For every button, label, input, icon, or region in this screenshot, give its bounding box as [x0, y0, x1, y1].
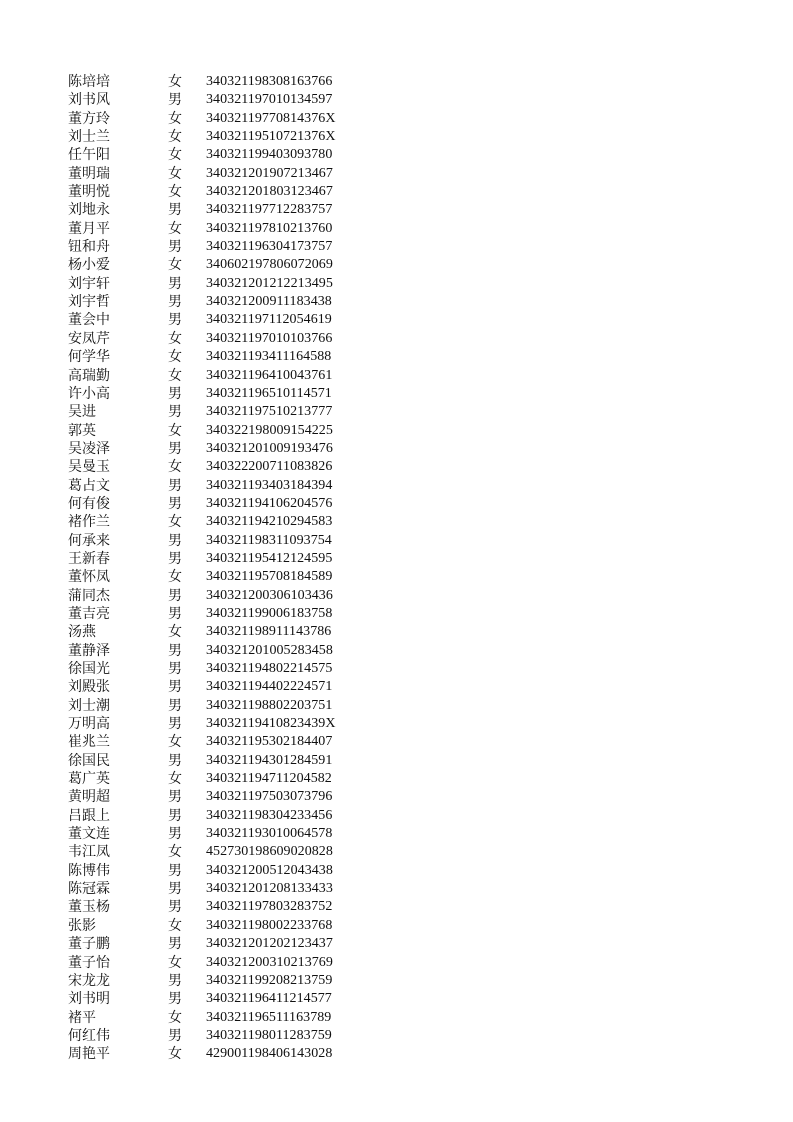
table-row	[0, 1009, 793, 1027]
table-row	[0, 293, 793, 311]
name-cell: 何有俊	[68, 495, 110, 512]
gender-cell: 男	[168, 587, 182, 604]
gender-cell: 男	[168, 679, 182, 696]
gender-cell: 男	[168, 404, 182, 421]
gender-cell: 女	[168, 1046, 182, 1063]
gender-cell: 男	[168, 1027, 182, 1044]
table-row	[0, 311, 793, 329]
table-row	[0, 587, 793, 605]
id-number-cell: 340321201208133433	[206, 881, 333, 897]
name-cell: 蒲同杰	[68, 587, 110, 604]
id-number-cell: 340321196410043761	[206, 367, 333, 383]
id-number-cell: 340602197806072069	[206, 257, 333, 273]
table-row	[0, 73, 793, 91]
name-cell: 汤燕	[68, 624, 96, 641]
id-number-cell: 340321198304233456	[206, 807, 333, 823]
gender-cell: 女	[168, 569, 182, 586]
id-number-cell: 340321197112054619	[206, 312, 332, 328]
gender-cell: 男	[168, 881, 182, 898]
name-cell: 刘地永	[68, 202, 110, 219]
id-number-cell: 34032119770814376X	[206, 110, 336, 126]
gender-cell: 男	[168, 477, 182, 494]
gender-cell: 女	[168, 74, 182, 90]
table-row	[0, 367, 793, 385]
name-cell: 刘士潮	[68, 697, 110, 714]
name-cell: 何红伟	[68, 1027, 110, 1044]
gender-cell: 女	[168, 1009, 182, 1026]
name-cell: 何承来	[68, 532, 110, 549]
name-cell: 刘殿张	[68, 679, 110, 696]
id-number-cell: 340321200306103436	[206, 587, 333, 603]
gender-cell: 男	[168, 385, 182, 402]
gender-cell: 女	[168, 844, 182, 861]
id-number-cell: 340321198911143786	[206, 624, 332, 640]
id-number-cell: 340321200310213769	[206, 954, 333, 970]
id-number-cell: 340321193411164588	[206, 349, 332, 365]
gender-cell: 男	[168, 752, 182, 769]
gender-cell: 女	[168, 129, 182, 146]
id-number-cell: 340321201907213467	[206, 165, 333, 181]
name-cell: 郭英	[68, 422, 96, 439]
name-cell: 陈培培	[68, 74, 110, 90]
id-number-cell: 340321199006183758	[206, 605, 333, 621]
gender-cell: 女	[168, 917, 182, 934]
name-cell: 王新春	[68, 550, 110, 567]
name-cell: 宋龙龙	[68, 972, 110, 989]
id-number-cell: 340322200711083826	[206, 459, 333, 475]
id-number-cell: 340321194210294583	[206, 514, 333, 530]
name-cell: 刘宇哲	[68, 294, 110, 311]
id-number-cell: 340321195302184407	[206, 734, 333, 750]
id-number-cell: 340321197503073796	[206, 789, 333, 805]
id-number-cell: 340321195412124595	[206, 550, 333, 566]
id-number-cell: 34032119410823439X	[206, 716, 336, 732]
gender-cell: 男	[168, 899, 182, 916]
gender-cell: 女	[168, 349, 182, 366]
table-row	[0, 220, 793, 238]
gender-cell: 男	[168, 789, 182, 806]
gender-cell: 女	[168, 734, 182, 751]
table-row	[0, 788, 793, 806]
id-number-cell: 340321193403184394	[206, 477, 333, 493]
id-number-cell: 340321200911183438	[206, 294, 332, 310]
table-row	[0, 165, 793, 183]
name-cell: 高瑞勤	[68, 367, 110, 384]
table-row	[0, 715, 793, 733]
name-cell: 董方玲	[68, 110, 110, 127]
gender-cell: 女	[168, 954, 182, 971]
name-cell: 董月平	[68, 220, 110, 237]
name-cell: 许小高	[68, 385, 110, 402]
table-row	[0, 972, 793, 990]
name-cell: 安凤芹	[68, 330, 110, 347]
table-row	[0, 477, 793, 495]
table-row	[0, 935, 793, 953]
id-number-cell: 340321197810213760	[206, 220, 333, 236]
table-row	[0, 128, 793, 146]
gender-cell: 女	[168, 184, 182, 201]
table-row	[0, 440, 793, 458]
gender-cell: 男	[168, 550, 182, 567]
gender-cell: 女	[168, 422, 182, 439]
name-cell: 陈冠霖	[68, 881, 110, 898]
table-row	[0, 1027, 793, 1045]
name-cell: 褚作兰	[68, 514, 110, 531]
gender-cell: 男	[168, 936, 182, 953]
name-cell: 张影	[68, 917, 96, 934]
name-cell: 吕跟上	[68, 807, 110, 824]
gender-cell: 男	[168, 991, 182, 1008]
name-cell: 刘士兰	[68, 129, 110, 146]
name-cell: 董明悦	[68, 184, 110, 201]
gender-cell: 男	[168, 495, 182, 512]
id-number-cell: 340321197803283752	[206, 899, 333, 915]
name-cell: 吴进	[68, 404, 96, 421]
table-row	[0, 954, 793, 972]
name-cell: 杨小爱	[68, 257, 110, 274]
name-cell: 韦江凤	[68, 844, 110, 861]
table-row	[0, 898, 793, 916]
gender-cell: 女	[168, 330, 182, 347]
table-row	[0, 458, 793, 476]
id-number-cell: 340321198802203751	[206, 697, 333, 713]
table-row	[0, 752, 793, 770]
id-number-cell: 340321196511163789	[206, 1009, 332, 1025]
table-row	[0, 807, 793, 825]
gender-cell: 女	[168, 147, 182, 164]
id-number-cell: 340321198311093754	[206, 532, 332, 548]
gender-cell: 男	[168, 716, 182, 733]
table-row	[0, 275, 793, 293]
id-number-cell: 340321199403093780	[206, 147, 333, 163]
id-number-cell: 340321197010134597	[206, 92, 333, 108]
table-row	[0, 403, 793, 421]
gender-cell: 女	[168, 459, 182, 476]
gender-cell: 女	[168, 165, 182, 182]
table-row	[0, 697, 793, 715]
table-row	[0, 146, 793, 164]
name-cell: 葛占文	[68, 477, 110, 494]
name-cell: 董子鹏	[68, 936, 110, 953]
gender-cell: 男	[168, 826, 182, 843]
id-number-cell: 340321201212213495	[206, 275, 333, 291]
name-cell: 葛广英	[68, 771, 110, 788]
table-row	[0, 880, 793, 898]
gender-cell: 女	[168, 514, 182, 531]
table-row	[0, 348, 793, 366]
id-number-cell: 34032119510721376X	[206, 129, 336, 145]
name-cell: 董明瑞	[68, 165, 110, 182]
gender-cell: 男	[168, 605, 182, 622]
name-cell: 吴凌泽	[68, 440, 110, 457]
gender-cell: 男	[168, 275, 182, 292]
table-row	[0, 385, 793, 403]
table-row	[0, 532, 793, 550]
table-row	[0, 678, 793, 696]
gender-cell: 女	[168, 220, 182, 237]
id-number-cell: 340321201005283458	[206, 642, 333, 658]
name-cell: 黄明超	[68, 789, 110, 806]
id-number-cell: 340321194802214575	[206, 661, 333, 676]
name-cell: 刘书风	[68, 92, 110, 109]
id-number-cell: 340321201803123467	[206, 184, 333, 200]
table-row	[0, 1045, 793, 1063]
gender-cell: 男	[168, 92, 182, 109]
table-row	[0, 843, 793, 861]
gender-cell: 男	[168, 642, 182, 659]
gender-cell: 男	[168, 972, 182, 989]
name-cell: 周艳平	[68, 1046, 110, 1063]
roster-table	[0, 73, 793, 1064]
id-number-cell: 452730198609020828	[206, 844, 333, 860]
id-number-cell: 340321193010064578	[206, 826, 333, 842]
gender-cell: 男	[168, 294, 182, 311]
table-row	[0, 91, 793, 109]
gender-cell: 女	[168, 257, 182, 274]
name-cell: 徐国光	[68, 661, 110, 677]
table-row	[0, 110, 793, 128]
name-cell: 何学华	[68, 349, 110, 366]
table-row	[0, 422, 793, 440]
name-cell: 董子怡	[68, 954, 110, 971]
table-row	[0, 917, 793, 935]
gender-cell: 男	[168, 312, 182, 329]
id-number-cell: 340321195708184589	[206, 569, 333, 585]
id-number-cell: 340321194301284591	[206, 752, 333, 768]
gender-cell: 男	[168, 202, 182, 219]
name-cell: 刘书明	[68, 991, 110, 1008]
table-row	[0, 733, 793, 751]
gender-cell: 男	[168, 532, 182, 549]
id-number-cell: 340321200512043438	[206, 862, 333, 878]
table-row	[0, 825, 793, 843]
gender-cell: 女	[168, 367, 182, 384]
table-row	[0, 770, 793, 788]
name-cell: 董静泽	[68, 642, 110, 659]
name-cell: 任午阳	[68, 147, 110, 164]
id-number-cell: 340321201009193476	[206, 440, 333, 456]
id-number-cell: 340321198308163766	[206, 74, 333, 89]
name-cell: 刘宇轩	[68, 275, 110, 292]
id-number-cell: 340321194106204576	[206, 495, 333, 511]
name-cell: 董怀凤	[68, 569, 110, 586]
gender-cell: 男	[168, 862, 182, 879]
table-row	[0, 183, 793, 201]
id-number-cell: 340321197712283757	[206, 202, 333, 218]
id-number-cell: 340321198002233768	[206, 917, 333, 933]
gender-cell: 女	[168, 771, 182, 788]
table-row	[0, 495, 793, 513]
table-row	[0, 623, 793, 641]
table-row	[0, 513, 793, 531]
table-row	[0, 568, 793, 586]
table-row	[0, 862, 793, 880]
gender-cell: 女	[168, 110, 182, 127]
name-cell: 钮和舟	[68, 239, 110, 256]
id-number-cell: 429001198406143028	[206, 1046, 333, 1062]
name-cell: 崔兆兰	[68, 734, 110, 751]
name-cell: 吴曼玉	[68, 459, 110, 476]
name-cell: 董会中	[68, 312, 110, 329]
name-cell: 董文连	[68, 826, 110, 843]
table-row	[0, 238, 793, 256]
table-row	[0, 256, 793, 274]
table-row	[0, 330, 793, 348]
id-number-cell: 340321194711204582	[206, 771, 332, 787]
id-number-cell: 340321196411214577	[206, 991, 332, 1007]
name-cell: 褚平	[68, 1009, 96, 1026]
table-row	[0, 642, 793, 660]
id-number-cell: 340321197510213777	[206, 404, 333, 420]
id-number-cell: 340321198011283759	[206, 1027, 332, 1043]
gender-cell: 女	[168, 624, 182, 641]
table-row	[0, 550, 793, 568]
id-number-cell: 340321201202123437	[206, 936, 333, 952]
id-number-cell: 340321196510114571	[206, 385, 332, 401]
id-number-cell: 340321197010103766	[206, 330, 333, 346]
name-cell: 董吉亮	[68, 605, 110, 622]
id-number-cell: 340321196304173757	[206, 239, 333, 255]
name-cell: 徐国民	[68, 752, 110, 769]
gender-cell: 男	[168, 807, 182, 824]
gender-cell: 男	[168, 661, 182, 677]
name-cell: 陈博伟	[68, 862, 110, 879]
gender-cell: 男	[168, 239, 182, 256]
table-row	[0, 990, 793, 1008]
id-number-cell: 340321199208213759	[206, 972, 333, 988]
id-number-cell: 340322198009154225	[206, 422, 333, 438]
id-number-cell: 340321194402224571	[206, 679, 333, 695]
gender-cell: 男	[168, 697, 182, 714]
table-row	[0, 605, 793, 623]
name-cell: 万明高	[68, 716, 110, 733]
table-row	[0, 201, 793, 219]
gender-cell: 男	[168, 440, 182, 457]
table-row	[0, 660, 793, 678]
name-cell: 董玉杨	[68, 899, 110, 916]
